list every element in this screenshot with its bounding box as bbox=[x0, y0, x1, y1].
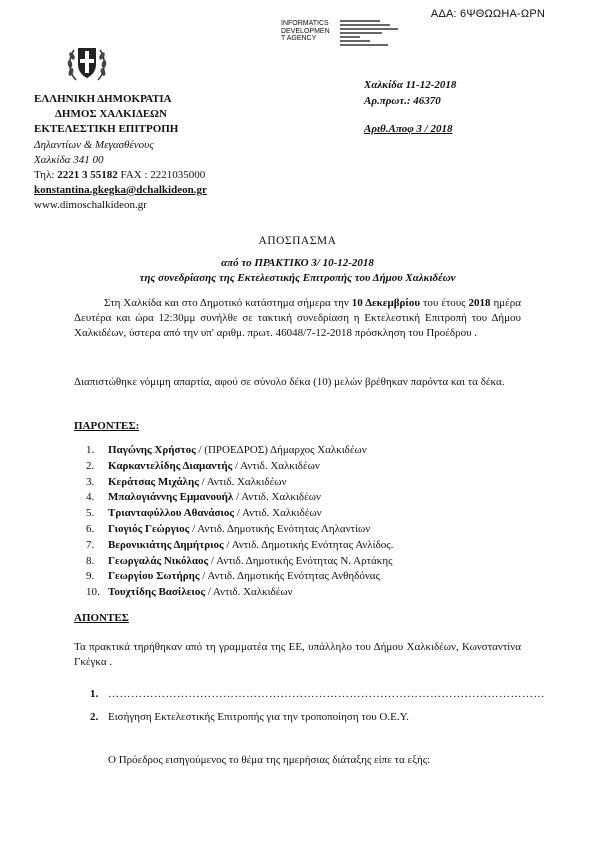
protocol-number: Αρ.πρωτ.: 46370 bbox=[364, 95, 441, 107]
quorum-paragraph: Διαπιστώθηκε νόμιμη απαρτία, αφού σε σύνολο δέκα (10) μελών βρέθηκαν παρόντα και τα δέκα. bbox=[74, 376, 505, 388]
member-row bbox=[74, 569, 534, 585]
member-role: / Αντιδ. Χαλκιδέων bbox=[204, 586, 293, 599]
member-role: / Αντιδ. Χαλκιδέων bbox=[198, 475, 287, 488]
member-number: 5. bbox=[86, 507, 95, 520]
logo-line-1: INFORMATICS bbox=[281, 20, 329, 27]
member-entry bbox=[108, 569, 380, 585]
intro-text-a: Στη Χαλκίδα και στο Δημοτικό κατάστημα σήμερα την bbox=[104, 297, 352, 309]
member-entry bbox=[108, 538, 393, 554]
agenda-item bbox=[90, 711, 409, 723]
member-role: / Αντιδ. Χαλκιδέων bbox=[232, 459, 320, 472]
intro-text-c: ημέρα Δευτέρα και ώρα 12:30μμ συνήλθε σε τακτική συνεδρίαση η Εκτελεστική Επιτροπή του Δήμου Χαλκιδέων, ύστερα από την υπ' αριθμ. πρωτ. 46048/7-12-2018 πρόσκληση του Προέδρου . bbox=[74, 297, 521, 339]
member-entry bbox=[108, 490, 321, 506]
ada-code: ΑΔΑ: 6ΨΘΩΩΗΑ-ΩΡΝ bbox=[430, 8, 545, 20]
fax-text: FAX : 2221035000 bbox=[117, 169, 206, 181]
member-row bbox=[74, 459, 534, 475]
member-role: / Αντιδ. Χαλκιδέων bbox=[234, 507, 322, 520]
greek-emblem-icon bbox=[64, 40, 110, 86]
present-members-title: ΠΑΡΟΝΤΕΣ: bbox=[74, 420, 140, 432]
member-role: / Αντιδ. Δημοτικής Ενότητας Ν. Αρτάκης bbox=[208, 554, 393, 567]
agenda-item-text: …………………………………………………………………………………………………… bbox=[108, 688, 545, 700]
meeting-date: 10 Δεκεμβρίου bbox=[351, 297, 421, 309]
member-number: 7. bbox=[86, 538, 95, 551]
header-municipality: ΔΗΜΟΣ ΧΑΛΚΙΔΕΩΝ bbox=[55, 108, 167, 120]
present-members-list bbox=[74, 443, 534, 601]
intro-paragraph bbox=[74, 296, 521, 341]
logo-greek-text bbox=[340, 20, 400, 48]
member-number: 6. bbox=[86, 522, 95, 535]
agenda-item-text: Εισήγηση Εκτελεστικής Επιτροπής για την τροποποίηση του Ο.Ε.Υ. bbox=[108, 711, 409, 723]
informatics-agency-logo bbox=[281, 20, 401, 48]
document-date: Χαλκίδα 11-12-2018 bbox=[364, 79, 457, 91]
minutes-reference: από το ΠΡΑΚΤΙΚΟ 3/ 10-12-2018 bbox=[221, 257, 374, 269]
member-entry bbox=[108, 475, 286, 491]
phone-label: Τηλ: bbox=[34, 169, 58, 181]
member-name: Γεωργίου Σωτήρης bbox=[108, 570, 200, 583]
member-number: 3. bbox=[86, 475, 95, 488]
member-number: 10. bbox=[86, 586, 100, 599]
member-row bbox=[74, 554, 534, 570]
meeting-year: 2018 bbox=[468, 297, 491, 309]
member-entry bbox=[108, 522, 370, 538]
agenda-item bbox=[90, 688, 545, 700]
member-row bbox=[74, 585, 534, 601]
member-row bbox=[74, 475, 534, 491]
phone-value: 2221 3 55182 bbox=[57, 169, 118, 181]
member-name: Βερονικιάτης Δημήτριος bbox=[108, 538, 224, 551]
member-number: 9. bbox=[86, 570, 95, 583]
header-city: Χαλκίδα 341 00 bbox=[34, 154, 104, 166]
member-number: 1. bbox=[86, 444, 95, 456]
member-number: 2. bbox=[86, 459, 95, 472]
member-row bbox=[74, 490, 534, 506]
closing-paragraph: Ο Πρόεδρος εισηγούμενος το θέμα της ημερήσιας διάταξης είπε τα εξής: bbox=[108, 754, 431, 766]
member-entry bbox=[108, 585, 293, 601]
member-name: Τουχτίδης Βασίλειος bbox=[108, 586, 205, 599]
header-email-link[interactable]: konstantina.gkegka@dchalkideon.gr bbox=[34, 184, 207, 196]
member-row bbox=[74, 522, 534, 538]
page-title: ΑΠΟΣΠΑΣΜΑ bbox=[258, 235, 337, 247]
member-row bbox=[74, 538, 534, 554]
member-name: Γιογιός Γεώργιος bbox=[108, 522, 190, 535]
member-number: 8. bbox=[86, 554, 95, 567]
absent-members-title: ΑΠΟΝΤΕΣ bbox=[74, 612, 129, 624]
header-website: www.dimoschalkideon.gr bbox=[34, 199, 147, 211]
member-name: Κεράτσας Μιχάλης bbox=[108, 475, 199, 488]
member-name: Γεωργαλάς Νικόλαος bbox=[108, 554, 209, 567]
member-role: / Αντιδ. Δημοτικής Ενότητας Ανθηδόνας bbox=[199, 570, 380, 583]
header-government: ΕΛΛΗΝΙΚΗ ΔΗΜΟΚΡΑΤΙΑ bbox=[34, 93, 172, 105]
decision-number: Αριθ.Αποφ 3 / 2018 bbox=[364, 123, 453, 135]
member-role: / Αντιδ. Δημοτικής Ενότητας Ανλίδος. bbox=[223, 538, 394, 551]
header-address: Δηλαντίων & Μεγασθένους bbox=[34, 139, 154, 151]
member-entry bbox=[108, 459, 320, 475]
member-role: / Αντιδ. Δημοτικής Ενότητας Ληλαντίων bbox=[189, 522, 371, 535]
member-name: Μπαλογιάννης Εμμανουήλ bbox=[108, 491, 234, 504]
member-entry bbox=[108, 443, 367, 459]
intro-text-b: του έτους bbox=[420, 297, 469, 309]
minutes-keeper-paragraph: Τα πρακτικά τηρήθηκαν από τη γραμματέα της ΕΕ, υπάλληλο του Δήμου Χαλκιδέων, Κωνσταντίνα Γκέγκα . bbox=[74, 641, 521, 668]
member-name: Τριανταφύλλου Αθανάσιος bbox=[108, 507, 235, 520]
member-name: Καρκαντελίδης Διαμαντής bbox=[108, 459, 233, 472]
agenda-item-number: 1. bbox=[90, 688, 99, 700]
meeting-subtitle: της συνεδρίασης της Εκτελεστικής Επιτροπής του Δήμου Χαλκιδέων bbox=[139, 272, 456, 284]
member-row bbox=[74, 443, 534, 459]
header-phone-fax bbox=[34, 168, 205, 183]
member-number: 4. bbox=[86, 491, 95, 504]
member-entry bbox=[108, 554, 392, 570]
agenda-item-number: 2. bbox=[90, 711, 99, 723]
member-entry bbox=[108, 506, 322, 522]
member-role: / (ΠΡΟΕΔΡΟΣ) Δήμαρχος Χαλκιδέων bbox=[195, 444, 367, 456]
member-row bbox=[74, 506, 534, 522]
member-name: Παγώνης Χρήστος bbox=[108, 444, 196, 456]
header-executive-committee: ΕΚΤΕΛΕΣΤΙΚΗ ΕΠΙΤΡΟΠΗ bbox=[34, 123, 179, 135]
member-role: / Αντιδ. Χαλκιδέων bbox=[233, 491, 321, 504]
logo-line-2: DEVELOPMEN bbox=[281, 27, 330, 35]
logo-line-3: T AGENCY bbox=[281, 35, 317, 43]
